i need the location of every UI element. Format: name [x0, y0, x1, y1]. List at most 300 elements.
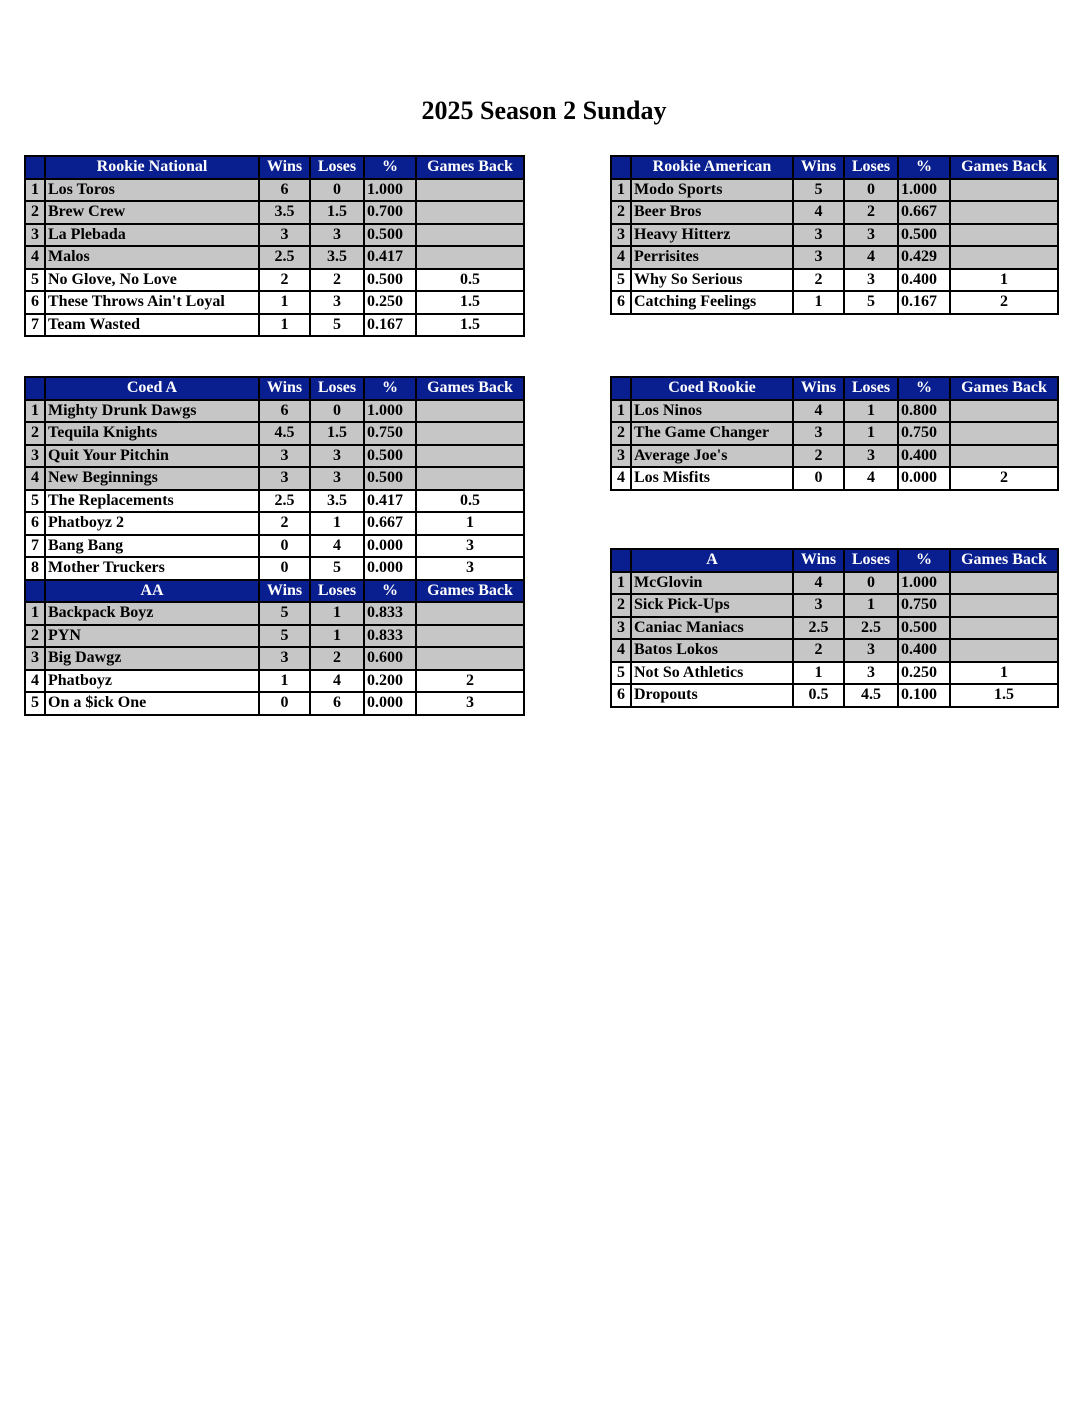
rank-cell: 6	[25, 512, 45, 535]
rank-cell: 3	[611, 224, 631, 247]
pct-header: %	[898, 549, 950, 572]
table-row	[25, 625, 524, 648]
pct-cell: 0.500	[898, 617, 950, 640]
loses-cell: 6	[310, 692, 364, 715]
wins-cell: 2	[259, 269, 310, 292]
table-header-row	[25, 580, 524, 603]
table-row	[611, 467, 1058, 490]
table-row	[25, 400, 524, 423]
team-name: Big Dawgz	[45, 647, 259, 670]
games-back-cell	[950, 639, 1058, 662]
table-row	[611, 422, 1058, 445]
pct-cell: 0.100	[898, 684, 950, 707]
team-name: Sick Pick-Ups	[631, 594, 793, 617]
team-name: Dropouts	[631, 684, 793, 707]
team-name: Why So Serious	[631, 269, 793, 292]
pct-header: %	[898, 377, 950, 400]
pct-cell: 1.000	[898, 179, 950, 202]
rank-cell: 6	[25, 291, 45, 314]
table-row	[611, 400, 1058, 423]
table-header-row	[611, 549, 1058, 572]
table-row	[611, 246, 1058, 269]
team-name: Mighty Drunk Dawgs	[45, 400, 259, 423]
division-name: Rookie National	[45, 156, 259, 179]
games-back-cell	[416, 467, 524, 490]
pct-cell: 0.167	[898, 291, 950, 314]
games-back-cell	[416, 246, 524, 269]
wins-cell: 3	[259, 467, 310, 490]
team-name: Not So Athletics	[631, 662, 793, 685]
rank-cell: 5	[25, 490, 45, 513]
pct-cell: 0.667	[364, 512, 416, 535]
table-row	[611, 179, 1058, 202]
table-row	[25, 467, 524, 490]
loses-cell: 3	[310, 224, 364, 247]
pct-cell: 0.000	[364, 692, 416, 715]
games-back-header: Games Back	[950, 156, 1058, 179]
wins-cell: 1	[793, 291, 844, 314]
games-back-cell	[950, 201, 1058, 224]
team-name: Malos	[45, 246, 259, 269]
table-row	[611, 201, 1058, 224]
rank-cell: 2	[25, 422, 45, 445]
division-name: Coed A	[45, 377, 259, 400]
rank-cell: 1	[25, 602, 45, 625]
table-row	[25, 445, 524, 468]
games-back-cell	[950, 400, 1058, 423]
pct-header: %	[364, 156, 416, 179]
games-back-cell	[950, 445, 1058, 468]
table-header-row	[611, 377, 1058, 400]
games-back-header: Games Back	[416, 580, 524, 603]
loses-cell: 2	[310, 269, 364, 292]
team-name: Bang Bang	[45, 535, 259, 558]
division-name: Rookie American	[631, 156, 793, 179]
table-row	[611, 572, 1058, 595]
games-back-cell: 1	[950, 269, 1058, 292]
rank-cell: 1	[25, 400, 45, 423]
rank-cell: 6	[611, 291, 631, 314]
loses-cell: 4.5	[844, 684, 898, 707]
rank-cell: 7	[25, 535, 45, 558]
rank-cell: 2	[25, 201, 45, 224]
games-back-cell: 2	[416, 670, 524, 693]
wins-header: Wins	[259, 156, 310, 179]
wins-header: Wins	[793, 377, 844, 400]
rookie-american-table	[610, 155, 1059, 315]
wins-cell: 0	[259, 535, 310, 558]
games-back-cell: 1.5	[950, 684, 1058, 707]
games-back-cell	[950, 246, 1058, 269]
games-back-cell	[416, 400, 524, 423]
pct-cell: 0.400	[898, 269, 950, 292]
games-back-cell	[416, 445, 524, 468]
wins-cell: 3	[793, 224, 844, 247]
table-row	[25, 647, 524, 670]
pct-cell: 0.250	[898, 662, 950, 685]
loses-cell: 5	[310, 557, 364, 580]
pct-cell: 0.750	[898, 594, 950, 617]
team-name: Phatboyz	[45, 670, 259, 693]
wins-cell: 1	[259, 314, 310, 337]
team-name: Los Misfits	[631, 467, 793, 490]
rank-cell: 3	[611, 617, 631, 640]
table-row	[611, 594, 1058, 617]
games-back-cell	[416, 625, 524, 648]
rank-cell: 1	[611, 400, 631, 423]
rank-cell: 4	[25, 246, 45, 269]
wins-cell: 6	[259, 400, 310, 423]
rank-cell: 4	[611, 639, 631, 662]
table-row	[25, 535, 524, 558]
loses-header: Loses	[844, 377, 898, 400]
rank-cell: 2	[611, 422, 631, 445]
rank-header	[25, 377, 45, 400]
loses-cell: 1	[310, 625, 364, 648]
wins-cell: 2	[793, 269, 844, 292]
table-header-row	[611, 156, 1058, 179]
pct-cell: 0.833	[364, 625, 416, 648]
loses-cell: 3	[844, 269, 898, 292]
games-back-cell: 1	[416, 512, 524, 535]
pct-cell: 1.000	[364, 179, 416, 202]
team-name: La Plebada	[45, 224, 259, 247]
team-name: Batos Lokos	[631, 639, 793, 662]
pct-header: %	[364, 377, 416, 400]
team-name: No Glove, No Love	[45, 269, 259, 292]
rank-cell: 4	[25, 467, 45, 490]
wins-cell: 3	[259, 445, 310, 468]
rank-cell: 2	[611, 594, 631, 617]
loses-cell: 1	[844, 422, 898, 445]
rank-cell: 5	[25, 269, 45, 292]
team-name: Los Toros	[45, 179, 259, 202]
table-row	[611, 617, 1058, 640]
games-back-cell	[416, 201, 524, 224]
pct-cell: 0.200	[364, 670, 416, 693]
loses-cell: 3	[844, 445, 898, 468]
wins-cell: 5	[793, 179, 844, 202]
wins-cell: 0	[259, 557, 310, 580]
pct-cell: 0.400	[898, 445, 950, 468]
table-row	[25, 269, 524, 292]
table-header-row	[25, 377, 524, 400]
table-row	[25, 512, 524, 535]
games-back-cell: 1.5	[416, 314, 524, 337]
wins-cell: 2	[259, 512, 310, 535]
pct-cell: 0.500	[364, 445, 416, 468]
coed-rookie-table	[610, 376, 1059, 491]
loses-cell: 2	[310, 647, 364, 670]
wins-cell: 6	[259, 179, 310, 202]
rank-cell: 1	[25, 179, 45, 202]
wins-cell: 3	[259, 647, 310, 670]
pct-cell: 0.400	[898, 639, 950, 662]
team-name: Backpack Boyz	[45, 602, 259, 625]
table-row	[25, 201, 524, 224]
team-name: Tequila Knights	[45, 422, 259, 445]
team-name: PYN	[45, 625, 259, 648]
wins-header: Wins	[259, 377, 310, 400]
team-name: Los Ninos	[631, 400, 793, 423]
team-name: McGlovin	[631, 572, 793, 595]
pct-cell: 0.833	[364, 602, 416, 625]
rank-cell: 3	[25, 224, 45, 247]
pct-cell: 0.500	[898, 224, 950, 247]
games-back-cell: 2	[950, 291, 1058, 314]
loses-cell: 1.5	[310, 422, 364, 445]
wins-cell: 2.5	[259, 246, 310, 269]
rank-header	[611, 156, 631, 179]
table-row	[611, 445, 1058, 468]
wins-cell: 3.5	[259, 201, 310, 224]
loses-header: Loses	[310, 156, 364, 179]
rank-header	[611, 377, 631, 400]
division-name: A	[631, 549, 793, 572]
division-name: Coed Rookie	[631, 377, 793, 400]
games-back-cell	[950, 224, 1058, 247]
table-row	[25, 246, 524, 269]
table-row	[611, 269, 1058, 292]
table-row	[25, 224, 524, 247]
table-row	[25, 291, 524, 314]
table-row	[611, 639, 1058, 662]
loses-cell: 3	[844, 224, 898, 247]
a-table	[610, 548, 1059, 708]
pct-cell: 1.000	[898, 572, 950, 595]
team-name: Heavy Hitterz	[631, 224, 793, 247]
wins-cell: 0	[793, 467, 844, 490]
loses-cell: 0	[844, 179, 898, 202]
games-back-header: Games Back	[950, 549, 1058, 572]
games-back-cell: 3	[416, 557, 524, 580]
games-back-cell	[950, 422, 1058, 445]
pct-cell: 0.500	[364, 467, 416, 490]
games-back-cell	[416, 422, 524, 445]
table-row	[25, 602, 524, 625]
rank-cell: 4	[611, 467, 631, 490]
pct-cell: 1.000	[364, 400, 416, 423]
rank-cell: 2	[611, 201, 631, 224]
loses-cell: 1.5	[310, 201, 364, 224]
rank-cell: 5	[25, 692, 45, 715]
loses-cell: 4	[844, 467, 898, 490]
wins-header: Wins	[793, 549, 844, 572]
loses-cell: 3	[310, 291, 364, 314]
page-title: 2025 Season 2 Sunday	[421, 96, 667, 125]
loses-cell: 4	[310, 535, 364, 558]
table-header-row	[25, 156, 524, 179]
table-row	[25, 179, 524, 202]
table-row	[611, 684, 1058, 707]
wins-header: Wins	[793, 156, 844, 179]
wins-cell: 5	[259, 602, 310, 625]
team-name: The Game Changer	[631, 422, 793, 445]
wins-cell: 3	[793, 422, 844, 445]
table-row	[25, 670, 524, 693]
wins-cell: 5	[259, 625, 310, 648]
loses-cell: 3	[844, 639, 898, 662]
table-row	[611, 291, 1058, 314]
rank-cell: 5	[611, 269, 631, 292]
team-name: Mother Truckers	[45, 557, 259, 580]
rank-cell: 1	[611, 179, 631, 202]
table-row	[25, 692, 524, 715]
loses-cell: 1	[310, 512, 364, 535]
loses-cell: 1	[310, 602, 364, 625]
division-name: AA	[45, 580, 259, 603]
wins-cell: 4	[793, 400, 844, 423]
wins-cell: 4	[793, 201, 844, 224]
coed-a-table	[24, 376, 525, 716]
loses-header: Loses	[310, 377, 364, 400]
pct-cell: 0.250	[364, 291, 416, 314]
team-name: On a $ick One	[45, 692, 259, 715]
pct-cell: 0.417	[364, 490, 416, 513]
games-back-cell	[950, 179, 1058, 202]
loses-cell: 1	[844, 400, 898, 423]
table-row	[25, 557, 524, 580]
pct-header: %	[364, 580, 416, 603]
rank-cell: 8	[25, 557, 45, 580]
team-name: Quit Your Pitchin	[45, 445, 259, 468]
pct-cell: 0.417	[364, 246, 416, 269]
loses-cell: 5	[844, 291, 898, 314]
pct-cell: 0.750	[898, 422, 950, 445]
pct-cell: 0.167	[364, 314, 416, 337]
games-back-cell: 2	[950, 467, 1058, 490]
games-back-cell: 0.5	[416, 269, 524, 292]
rank-header	[611, 549, 631, 572]
table-row	[611, 224, 1058, 247]
pct-header: %	[898, 156, 950, 179]
games-back-cell	[950, 594, 1058, 617]
games-back-cell: 0.5	[416, 490, 524, 513]
rank-cell: 2	[25, 625, 45, 648]
wins-cell: 0	[259, 692, 310, 715]
team-name: These Throws Ain't Loyal	[45, 291, 259, 314]
rank-cell: 4	[611, 246, 631, 269]
games-back-header: Games Back	[416, 156, 524, 179]
wins-cell: 3	[793, 594, 844, 617]
wins-cell: 1	[259, 670, 310, 693]
games-back-cell	[416, 602, 524, 625]
loses-cell: 0	[844, 572, 898, 595]
team-name: Modo Sports	[631, 179, 793, 202]
wins-cell: 2	[793, 639, 844, 662]
team-name: Brew Crew	[45, 201, 259, 224]
loses-cell: 4	[844, 246, 898, 269]
rank-cell: 5	[611, 662, 631, 685]
rank-cell: 3	[25, 647, 45, 670]
loses-cell: 5	[310, 314, 364, 337]
loses-header: Loses	[844, 156, 898, 179]
rank-cell: 3	[611, 445, 631, 468]
loses-header: Loses	[844, 549, 898, 572]
team-name: Caniac Maniacs	[631, 617, 793, 640]
team-name: Average Joe's	[631, 445, 793, 468]
rank-cell: 6	[611, 684, 631, 707]
rank-cell: 3	[25, 445, 45, 468]
games-back-cell	[416, 179, 524, 202]
pct-cell: 0.667	[898, 201, 950, 224]
loses-cell: 3.5	[310, 246, 364, 269]
wins-cell: 4	[793, 572, 844, 595]
loses-cell: 0	[310, 400, 364, 423]
rank-cell: 4	[25, 670, 45, 693]
loses-cell: 2	[844, 201, 898, 224]
wins-cell: 3	[793, 246, 844, 269]
wins-cell: 2.5	[259, 490, 310, 513]
games-back-header: Games Back	[416, 377, 524, 400]
table-row	[25, 490, 524, 513]
team-name: Phatboyz 2	[45, 512, 259, 535]
loses-header: Loses	[310, 580, 364, 603]
loses-cell: 3.5	[310, 490, 364, 513]
wins-cell: 1	[793, 662, 844, 685]
wins-cell: 3	[259, 224, 310, 247]
pct-cell: 0.700	[364, 201, 416, 224]
loses-cell: 3	[310, 445, 364, 468]
pct-cell: 0.000	[898, 467, 950, 490]
rank-cell: 1	[611, 572, 631, 595]
pct-cell: 0.000	[364, 535, 416, 558]
table-row	[611, 662, 1058, 685]
games-back-cell	[950, 617, 1058, 640]
rank-cell: 7	[25, 314, 45, 337]
pct-cell: 0.000	[364, 557, 416, 580]
wins-header: Wins	[259, 580, 310, 603]
games-back-cell: 3	[416, 535, 524, 558]
loses-cell: 1	[844, 594, 898, 617]
games-back-cell: 1	[950, 662, 1058, 685]
rank-header	[25, 156, 45, 179]
wins-cell: 4.5	[259, 422, 310, 445]
wins-cell: 2	[793, 445, 844, 468]
loses-cell: 3	[844, 662, 898, 685]
team-name: New Beginnings	[45, 467, 259, 490]
table-row	[25, 314, 524, 337]
loses-cell: 4	[310, 670, 364, 693]
games-back-header: Games Back	[950, 377, 1058, 400]
pct-cell: 0.429	[898, 246, 950, 269]
team-name: The Replacements	[45, 490, 259, 513]
loses-cell: 2.5	[844, 617, 898, 640]
table-row	[25, 422, 524, 445]
rank-header	[25, 580, 45, 603]
games-back-cell	[950, 572, 1058, 595]
wins-cell: 1	[259, 291, 310, 314]
pct-cell: 0.750	[364, 422, 416, 445]
games-back-cell	[416, 647, 524, 670]
games-back-cell	[416, 224, 524, 247]
games-back-cell: 3	[416, 692, 524, 715]
team-name: Catching Feelings	[631, 291, 793, 314]
team-name: Perrisites	[631, 246, 793, 269]
team-name: Beer Bros	[631, 201, 793, 224]
team-name: Team Wasted	[45, 314, 259, 337]
pct-cell: 0.800	[898, 400, 950, 423]
loses-cell: 3	[310, 467, 364, 490]
wins-cell: 2.5	[793, 617, 844, 640]
games-back-cell: 1.5	[416, 291, 524, 314]
pct-cell: 0.500	[364, 224, 416, 247]
rookie-national-table	[24, 155, 525, 337]
pct-cell: 0.600	[364, 647, 416, 670]
wins-cell: 0.5	[793, 684, 844, 707]
pct-cell: 0.500	[364, 269, 416, 292]
loses-cell: 0	[310, 179, 364, 202]
